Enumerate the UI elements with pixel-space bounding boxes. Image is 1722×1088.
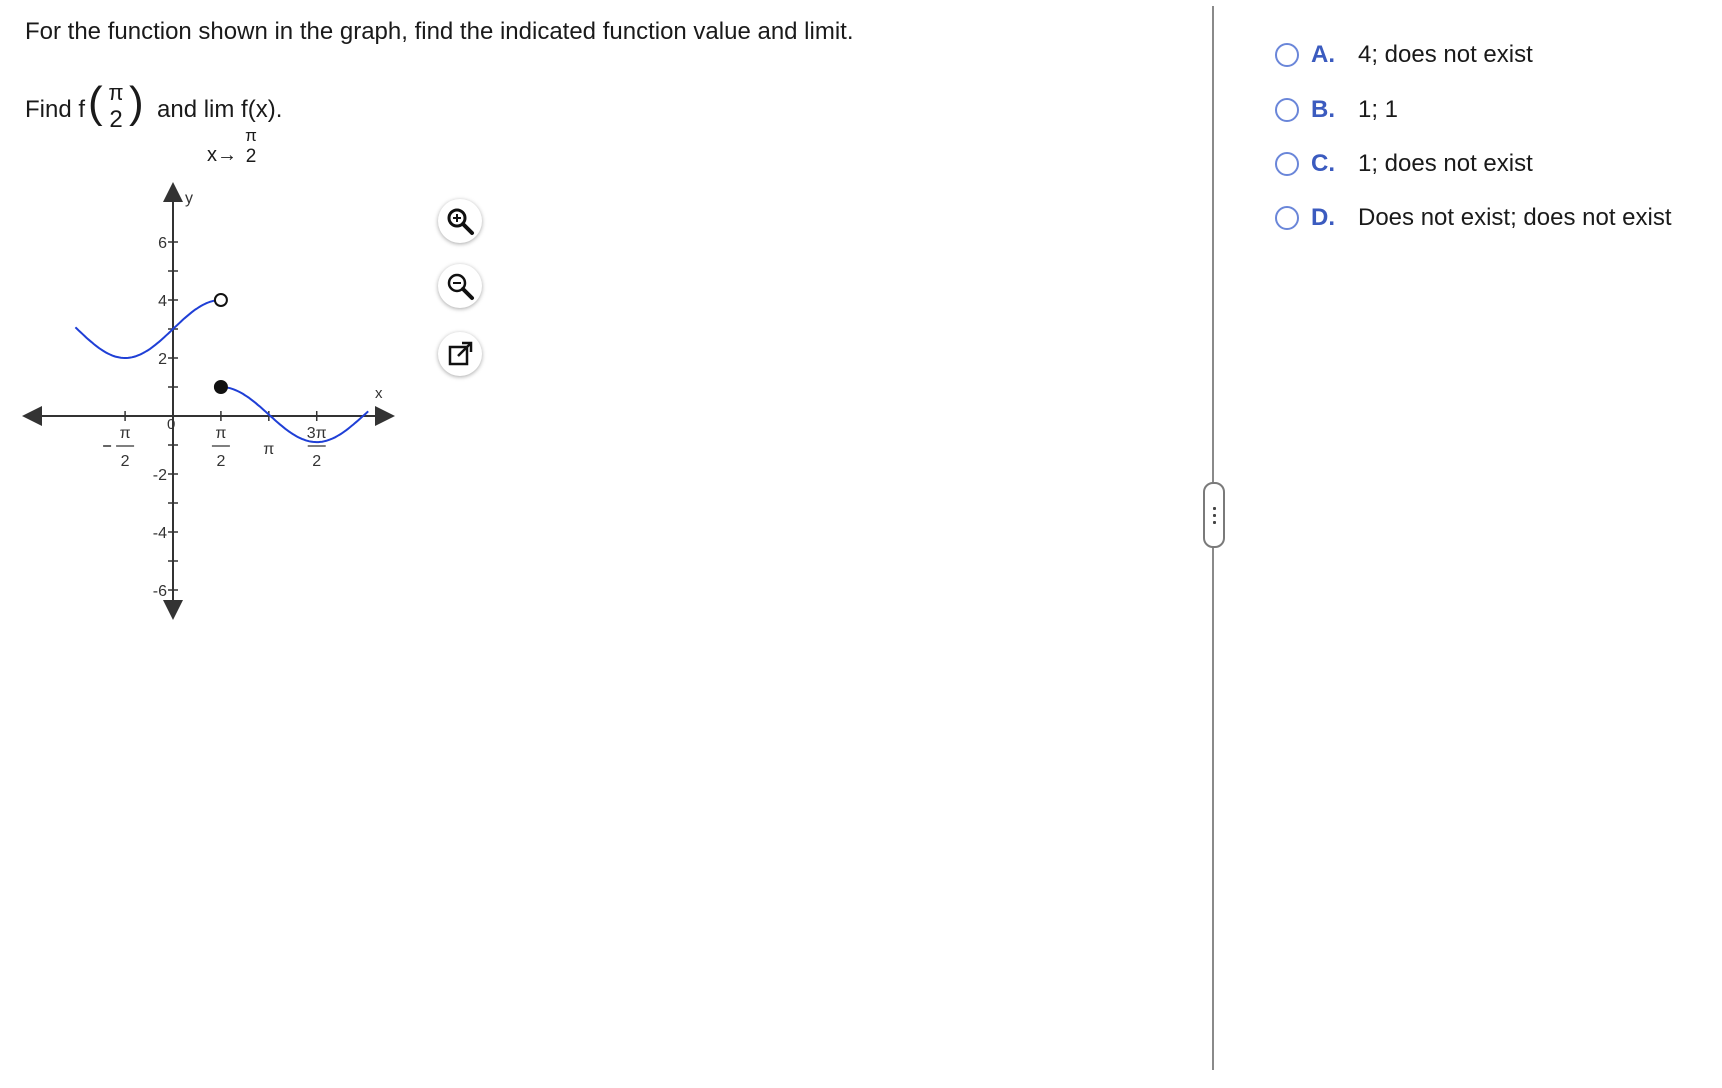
zoom-in-icon: [445, 206, 475, 236]
right-curve: [221, 387, 368, 442]
choice-c-text: 1; does not exist: [1358, 150, 1533, 177]
popout-button[interactable]: [438, 332, 482, 376]
choice-a-text: 4; does not exist: [1358, 41, 1533, 68]
choice-c[interactable]: [1275, 147, 1533, 181]
function-graph: [20, 190, 440, 620]
radio-b[interactable]: [1275, 98, 1299, 122]
radio-c[interactable]: [1275, 152, 1299, 176]
popout-icon: [446, 340, 474, 368]
radio-a[interactable]: [1275, 43, 1299, 67]
lim-subscript-x: x→: [207, 144, 237, 166]
left-curve: [75, 300, 221, 358]
choice-d-text: Does not exist; does not exist: [1358, 204, 1672, 231]
choice-d-letter: D.: [1311, 204, 1335, 231]
left-paren: (: [88, 78, 103, 127]
y-tick-label: 4: [158, 293, 167, 310]
origin-label: 0: [167, 416, 176, 433]
y-tick-label: -2: [152, 467, 167, 484]
lim-sub-numerator: π: [245, 126, 257, 145]
zoom-out-icon: [445, 271, 475, 301]
zoom-out-button[interactable]: [438, 264, 482, 308]
x-tick-den: 2: [312, 453, 322, 470]
choice-b[interactable]: [1275, 93, 1398, 127]
lim-sub-denominator: 2: [245, 146, 257, 167]
right-paren: ): [129, 78, 144, 127]
lim-sub-fraction: [243, 126, 259, 168]
pane-resize-handle[interactable]: [1203, 482, 1225, 548]
closed-point: [214, 380, 228, 394]
find-expression: [25, 78, 385, 176]
choice-d[interactable]: [1275, 201, 1672, 235]
find-label: Find f: [25, 96, 86, 123]
x-axis-label: x: [375, 385, 383, 402]
choice-a[interactable]: [1275, 38, 1533, 72]
question-prompt: For the function shown in the graph, find the indicated function value and limit.: [25, 18, 854, 45]
x-tick-num: 3π: [306, 425, 327, 442]
arg-denominator: 2: [109, 106, 123, 133]
x-tick-num: π: [263, 441, 275, 458]
choice-b-letter: B.: [1311, 96, 1335, 123]
arg-numerator: π: [108, 80, 124, 105]
choice-a-letter: A.: [1311, 41, 1335, 68]
y-tick-label: 2: [158, 351, 167, 368]
y-tick-label: -4: [152, 525, 167, 542]
zoom-in-button[interactable]: [438, 199, 482, 243]
and-lim-text: and lim f(x).: [157, 96, 283, 123]
x-tick-num: π: [215, 425, 227, 442]
radio-d[interactable]: [1275, 206, 1299, 230]
choice-c-letter: C.: [1311, 150, 1335, 177]
y-tick-label: -6: [152, 583, 167, 600]
x-tick-num: π: [119, 425, 131, 442]
x-tick-den: 2: [216, 453, 226, 470]
choice-b-text: 1; 1: [1358, 96, 1399, 123]
y-axis-label: y: [185, 190, 193, 207]
arg-fraction: [105, 80, 127, 134]
x-tick-den: 2: [120, 453, 130, 470]
y-tick-label: 6: [158, 235, 167, 252]
open-point: [215, 294, 227, 306]
